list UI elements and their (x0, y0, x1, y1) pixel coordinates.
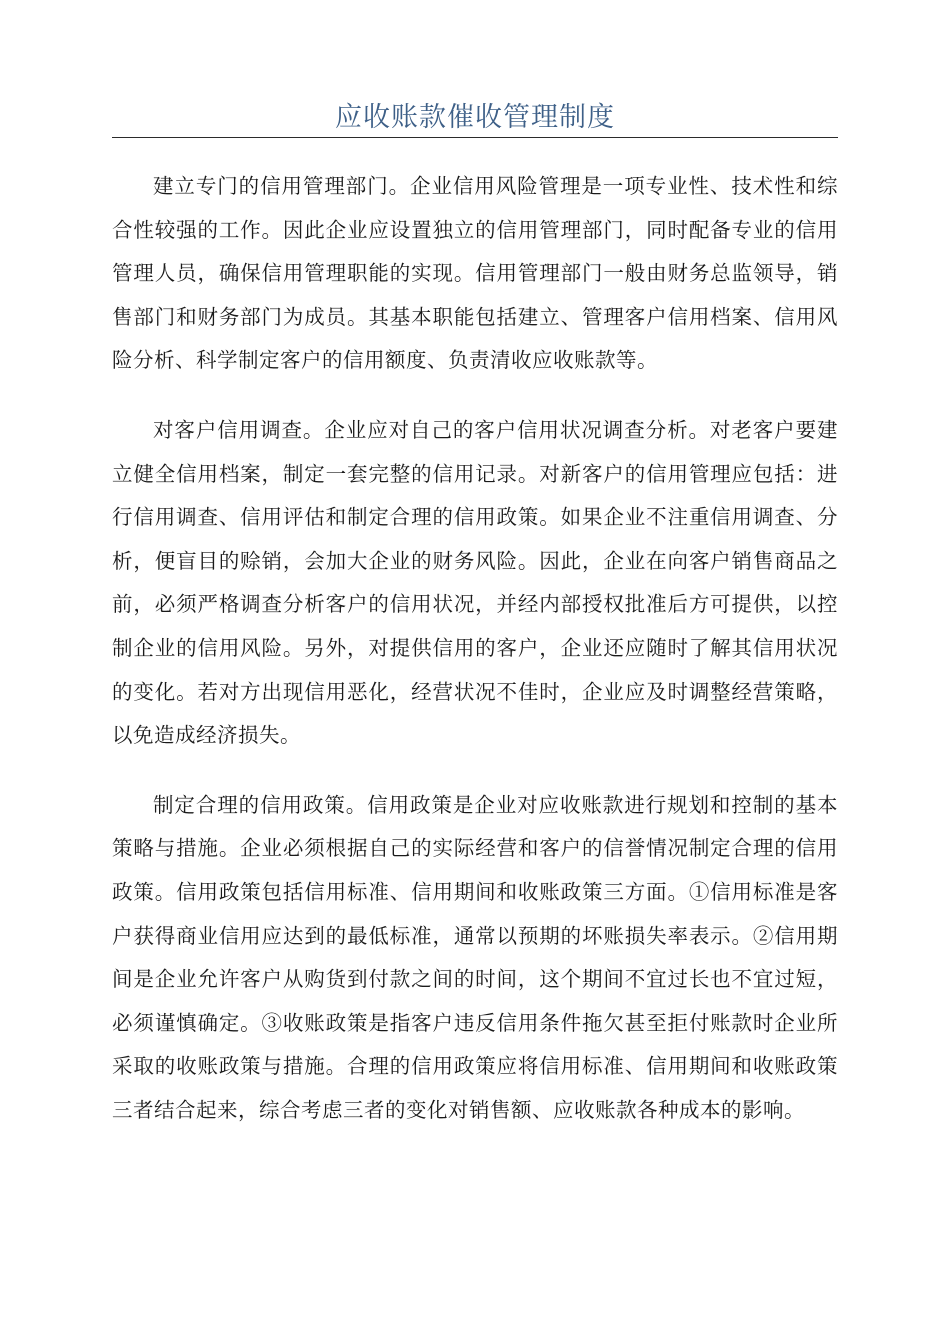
paragraph-credit-department: 建立专门的信用管理部门。企业信用风险管理是一项专业性、技术性和综合性较强的工作。因此企业应设置独立的信用管理部门，同时配备专业的信用管理人员，确保信用管理职能的实现。信用管理部门一般由财务总监领导，销售部门和财务部门为成员。其基本职能包括建立、管理客户信用档案、信用风险分析、科学制定客户的信用额度、负责清收应收账款等。 (112, 174, 838, 373)
document-title: 应收账款催收管理制度 (335, 102, 615, 133)
paragraph-customer-investigation: 对客户信用调查。企业应对自己的客户信用状况调查分析。对老客户要建立健全信用档案，制定一套完整的信用记录。对新客户的信用管理应包括：进行信用调查、信用评估和制定合理的信用政策。如果企业不注重信用调查、分析，便盲目的赊销，会加大企业的财务风险。因此，企业在向客户销售商品之前，必须严格调查分析客户的信用状况，并经内部授权批准后方可提供，以控制企业的信用风险。另外，对提供信用的客户，企业还应随时了解其信用状况的变化。若对方出现信用恶化，经营状况不佳时，企业应及时调整经营策略，以免造成经济损失。 (112, 417, 838, 748)
paragraph-credit-policy: 制定合理的信用政策。信用政策是企业对应收账款进行规划和控制的基本策略与措施。企业必须根据自己的实际经营和客户的信誉情况制定合理的信用政策。信用政策包括信用标准、信用期间和收账政策三方面。①信用标准是客户获得商业信用应达到的最低标准，通常以预期的坏账损失率表示。②信用期间是企业允许客户从购货到付款之间的时间，这个期间不宜过长也不宜过短，必须谨慎确定。③收账政策是指客户违反信用条件拖欠甚至拒付账款时企业所采取的收账政策与措施。合理的信用政策应将信用标准、信用期间和收账政策三者结合起来，综合考虑三者的变化对销售额、应收账款各种成本的影响。 (112, 792, 838, 1122)
document-body (112, 165, 838, 1158)
title-underline (112, 137, 838, 138)
